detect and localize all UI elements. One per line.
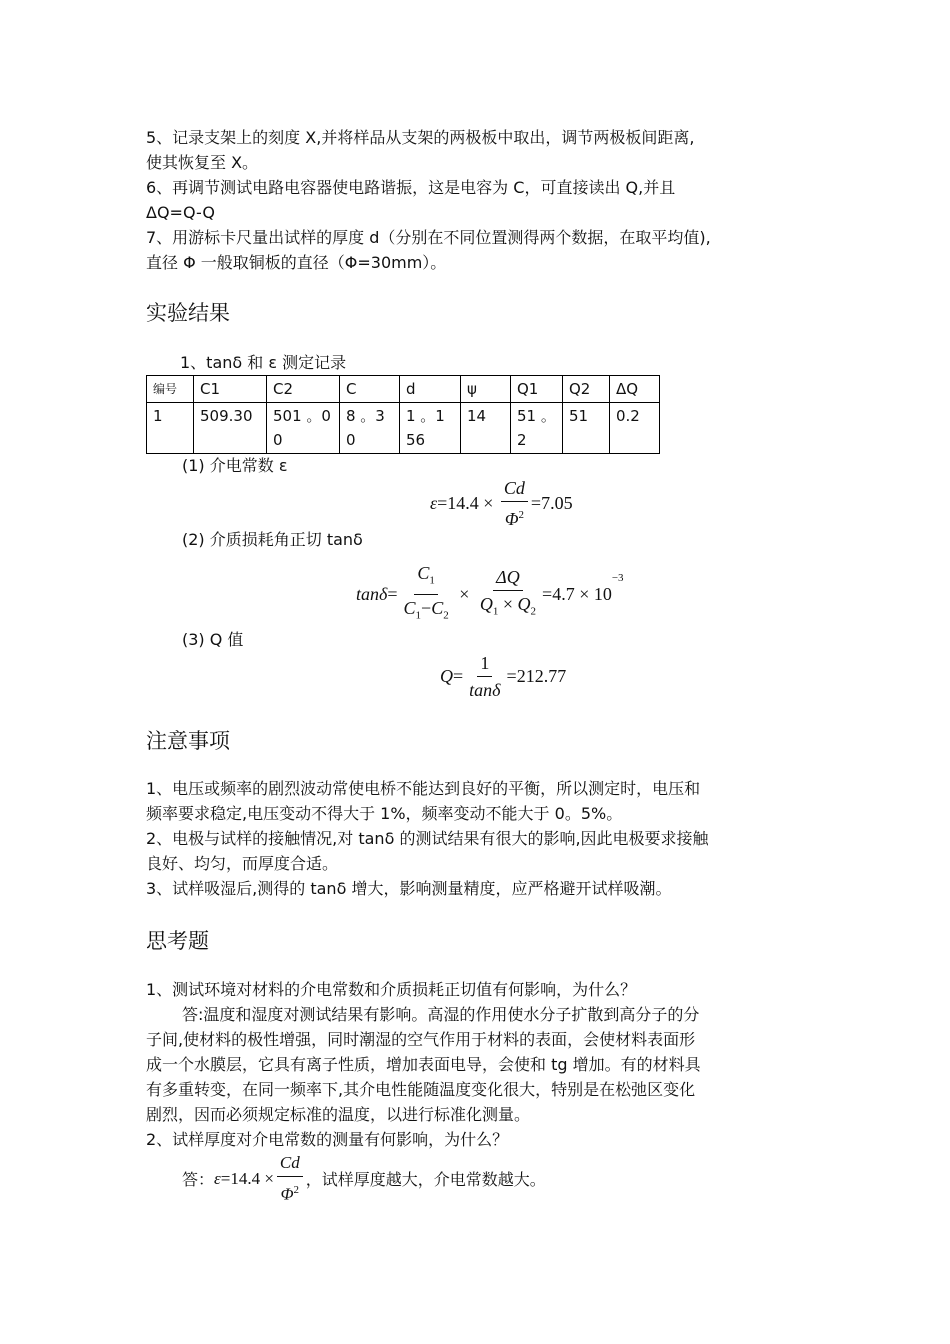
- formula-loss-tangent: tanδ = $\frac{C_1}{C_1-C_2}$ × $\frac{\Delta Q}{Q_1 \times Q_2}$ = 4.7 × 10 $^{-3}$: [356, 562, 624, 626]
- measurement-table: [146, 375, 660, 454]
- table-header-cell: 编号: [147, 376, 194, 403]
- table-header-cell: C2: [267, 376, 340, 403]
- step-5-line-1: 5、记录支架上的刻度 X,并将样品从支架的两极板中取出，调节两极板间距离,: [146, 128, 695, 147]
- formula-fraction: [501, 477, 528, 530]
- table-cell: 501 。00: [267, 403, 340, 454]
- formula-denominator: Q: [479, 593, 493, 614]
- formula-number: 14.4: [230, 1168, 261, 1188]
- formula-result: 7.05: [541, 493, 573, 513]
- formula-exponent: 2: [518, 509, 525, 521]
- formula-symbol: ε: [430, 493, 438, 513]
- table-cell: 1: [147, 403, 194, 454]
- item-3-label: (3) Q 值: [182, 630, 244, 649]
- table-header-cell: d: [400, 376, 461, 403]
- formula-subscript: 2: [530, 605, 537, 618]
- note-3-line-1: 3、试样吸湿后,测得的 tanδ 增大，影响测量精度，应严格避开试样吸潮。: [146, 879, 672, 898]
- formula-fraction: $\frac{\Delta Q}{Q_1 \times Q_2}$: [479, 566, 537, 618]
- formula-subscript: 2: [443, 609, 449, 622]
- table-header-cell: ψ: [461, 376, 511, 403]
- formula-numerator: 1: [477, 652, 492, 677]
- table-cell: 51 。2: [511, 403, 563, 454]
- formula-symbol: tanδ: [356, 583, 388, 604]
- formula-numerator: Cd: [277, 1152, 303, 1177]
- formula-symbol: ε: [214, 1168, 221, 1188]
- formula-denominator: C: [431, 597, 444, 618]
- formula-subscript: 1: [429, 574, 435, 587]
- formula-quality-factor: Q = $\frac{1}{\tan\delta}$ = 212.77: [440, 653, 567, 700]
- formula-result: 212.77: [516, 666, 567, 686]
- formula-fraction: [466, 652, 503, 701]
- notes-heading: 注意事项: [146, 729, 230, 753]
- formula-fraction: [277, 1152, 303, 1206]
- formula-numerator: C: [417, 563, 430, 583]
- formula-result: 4.7: [552, 583, 575, 604]
- formula-denominator: Q: [517, 593, 531, 614]
- item-1-label: (1) 介电常数 ε: [182, 456, 288, 475]
- table-row: [147, 403, 660, 454]
- item-2-label: (2) 介质损耗角正切 tanδ: [182, 530, 363, 549]
- formula-numerator: ΔQ: [493, 566, 523, 591]
- step-5-line-2: 使其恢复至 X。: [146, 153, 259, 172]
- formula-fraction: $\frac{C_1}{C_1-C_2}$: [403, 563, 449, 622]
- step-7-line-1: 7、用游标卡尺量出试样的厚度 d（分别在不同位置测得两个数据，在取平均值),: [146, 228, 711, 247]
- table-cell: 509.30: [194, 403, 267, 454]
- formula-numerator: Cd: [501, 477, 528, 502]
- results-heading: 实验结果: [146, 301, 230, 325]
- formula-result-base: 10: [593, 583, 612, 604]
- answer-1-line-4: 有多重转变，在同一频率下,其介电性能随温度变化很大，特别是在松弛区变化: [146, 1080, 696, 1099]
- answer-1-line-5: 剧烈，因而必须规定标准的温度，以进行标准化测量。: [146, 1105, 531, 1124]
- questions-heading: 思考题: [146, 929, 209, 953]
- step-6-line-2: ΔQ=Q-Q: [146, 203, 215, 222]
- step-7-line-2: 直径 Φ 一般取铜板的直径（Φ=30mm）。: [146, 253, 447, 272]
- table-header-cell: Q1: [511, 376, 563, 403]
- table-cell: 51: [563, 403, 610, 454]
- table-caption: 1、tanδ 和 ε 测定记录: [180, 353, 347, 372]
- formula-denominator: tanδ: [469, 680, 501, 700]
- table-cell: 8 。3 0: [340, 403, 400, 454]
- answer-2: [182, 1152, 546, 1206]
- note-1-line-2: 频率要求稳定,电压变动不得大于 1%，频率变动不能大于 0。5%。: [146, 804, 623, 823]
- formula-denominator: Φ: [280, 1184, 294, 1204]
- answer-1-line-2: 子间,使材料的极性增强，同时潮湿的空气作用于材料的表面，会使材料表面形: [146, 1030, 696, 1049]
- note-2-line-2: 良好、均匀，而厚度合适。: [146, 854, 339, 873]
- formula-result-exponent: −3: [611, 572, 624, 584]
- note-1-line-1: 1、电压或频率的剧烈波动常使电桥不能达到良好的平衡，所以测定时，电压和: [146, 779, 701, 798]
- formula-denominator: Φ: [504, 509, 519, 529]
- formula-number: 14.4: [447, 493, 479, 513]
- table-header-cell: C1: [194, 376, 267, 403]
- table-cell: 14: [461, 403, 511, 454]
- table-header-row: [147, 376, 660, 403]
- formula-subscript: 1: [415, 609, 422, 622]
- formula-permittivity: ε = 14.4 × $\frac{Cd}{\Phi^2}$ = 7.05: [430, 478, 573, 529]
- question-1: 1、测试环境对材料的介电常数和介质损耗正切值有何影响，为什么？: [146, 980, 637, 999]
- formula-exponent: 2: [293, 1184, 300, 1196]
- formula-symbol: Q: [440, 666, 453, 686]
- formula-permittivity-inline: ε = 14.4 × $\frac{Cd}{\Phi^2}$: [214, 1152, 306, 1206]
- answer-1-line-1: 答:温度和湿度对测试结果有影响。高湿的作用使水分子扩散到高分子的分: [182, 1005, 700, 1024]
- table-cell: 1 。1 56: [400, 403, 461, 454]
- note-2-line-1: 2、电极与试样的接触情况,对 tanδ 的测试结果有很大的影响,因此电极要求接触: [146, 829, 709, 848]
- answer-2-prefix: 答：: [182, 1170, 215, 1190]
- question-2: 2、试样厚度对介电常数的测量有何影响，为什么？: [146, 1130, 509, 1149]
- answer-1-line-3: 成一个水膜层，它具有离子性质，增加表面电导，会使和 tg 增加。有的材料具: [146, 1055, 701, 1074]
- formula-denominator: C: [403, 597, 416, 618]
- formula-subscript: 1: [492, 605, 499, 618]
- table-header-cell: C: [340, 376, 400, 403]
- table-cell: 0.2: [610, 403, 660, 454]
- table-header-cell: Q2: [563, 376, 610, 403]
- table-header-cell: ΔQ: [610, 376, 660, 403]
- answer-2-suffix: ，试样厚度越大，介电常数越大。: [305, 1170, 546, 1190]
- step-6-line-1: 6、再调节测试电路电容器使电路谐振，这是电容为 C，可直接读出 Q,并且: [146, 178, 676, 197]
